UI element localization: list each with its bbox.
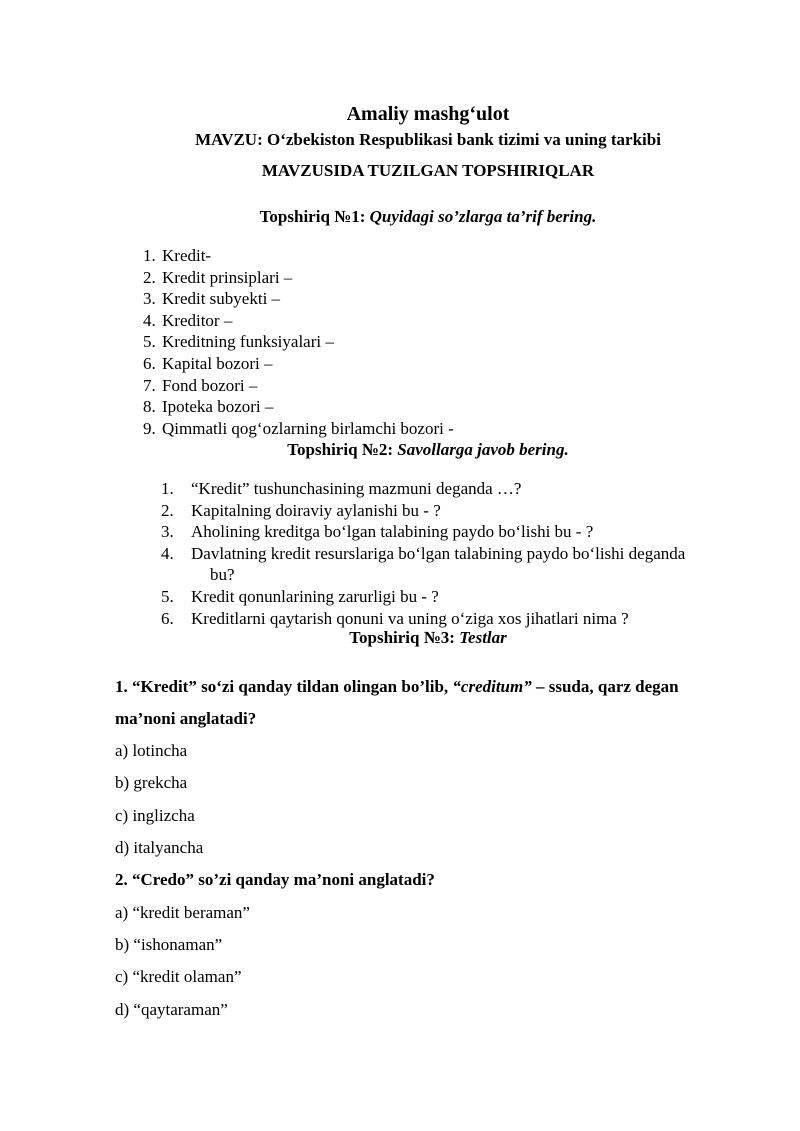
list-item: 7. Fond bozori – <box>143 375 258 395</box>
list-item: 1. “Kredit” tushunchasining mazmuni deganda …? <box>161 479 522 498</box>
answer-option: a) lotincha <box>115 741 188 760</box>
test-question-1: 1. “Kredit” so‘zi qanday tildan olingan bo’lib, “creditum” – ssuda, qarz degan <box>115 677 679 696</box>
list-item: 6. Kreditlarni qaytarish qonuni va uning o‘ziga xos jihatlari nima ? <box>161 608 629 628</box>
task1-term-list <box>143 245 454 439</box>
list-item: 3. Aholining kreditga bo‘lgan talabining paydo bo‘lishi bu - ? <box>161 522 594 542</box>
answer-option: b) grekcha <box>115 773 188 792</box>
task1-label: Topshiriq №1: <box>259 207 366 226</box>
task3-heading <box>0 628 800 648</box>
answer-option: b) “ishonaman” <box>115 935 223 954</box>
task1-heading <box>0 207 800 227</box>
test-question-2: 2. “Credo” so’zi qanday ma’noni anglatadi? <box>115 870 435 889</box>
test-question-1-cont: ma’noni anglatadi? <box>115 709 257 728</box>
list-item: 1. Kredit- <box>143 246 212 265</box>
list-item: 6. Kapital bozori – <box>143 353 273 373</box>
list-item: 4. Kreditor – <box>143 310 233 330</box>
list-item: 5. Kredit qonunlarining zarurligi bu - ? <box>161 586 439 606</box>
answer-option: d) italyancha <box>115 838 204 857</box>
answer-option: a) “kredit beraman” <box>115 903 250 922</box>
task1-instruction: Quyidagi so’zlarga ta’rif bering. <box>369 207 597 226</box>
task2-label: Topshiriq №2: <box>287 440 394 459</box>
task2-question-list <box>161 478 685 629</box>
list-item: 3. Kredit subyekti – <box>143 289 281 309</box>
answer-option: c) “kredit olaman” <box>115 967 242 986</box>
list-item: 8. Ipoteka bozori – <box>143 397 274 417</box>
list-item: 4. Davlatning kredit resurslariga bo‘lgan talabining paydo bo‘lishi deganda <box>161 543 686 563</box>
task2-instruction: Savollarga javob bering. <box>397 440 569 459</box>
answer-option: c) inglizcha <box>115 806 195 825</box>
list-item: 5. Kreditning funksiyalari – <box>143 332 334 352</box>
topic-line-2: MAVZUSIDA TUZILGAN TOPSHIRIQLAR <box>261 161 595 180</box>
answer-option: d) “qaytaraman” <box>115 1000 228 1019</box>
topic-line: MAVZU: O‘zbekiston Respublikasi bank tizimi va uning tarkibi <box>195 130 661 149</box>
list-item: 2. Kredit prinsiplari – <box>143 267 293 287</box>
list-item-continuation: bu? <box>210 565 235 585</box>
task3-instruction: Testlar <box>459 628 507 647</box>
list-item: 2. Kapitalning doiraviy aylanishi bu - ? <box>161 500 441 520</box>
document-title: Amaliy mashg‘ulot <box>346 103 510 125</box>
task3-label: Topshiriq №3: <box>349 628 455 647</box>
task2-heading <box>0 440 800 460</box>
list-item: 9. Qimmatli qog‘ozlarning birlamchi bozori - <box>143 418 454 438</box>
